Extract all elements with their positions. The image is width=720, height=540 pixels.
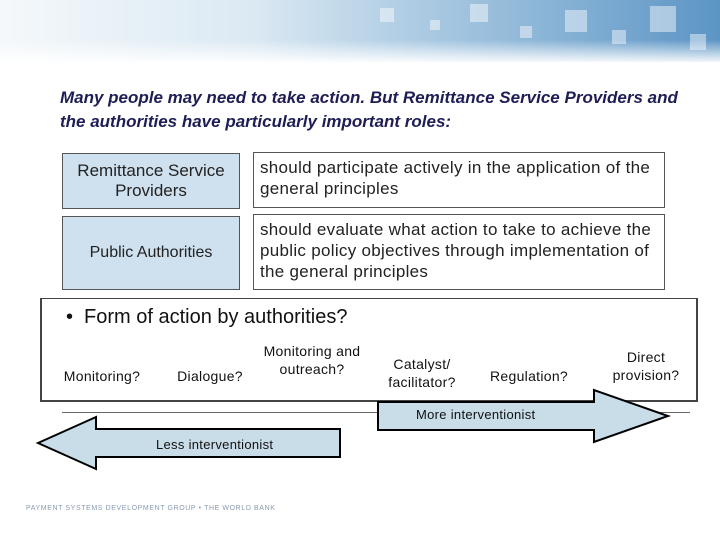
role-label-rsp-text: Remittance Service Providers — [77, 161, 225, 200]
bullet-text: Form of action by authorities? — [84, 306, 348, 328]
option-monitoring-outreach: Monitoring and outreach? — [263, 343, 361, 377]
option-direct-provision: Direct provision? — [612, 349, 680, 383]
left-arrow-label: Less interventionist — [156, 437, 274, 452]
option-monitoring: Monitoring? — [63, 368, 141, 384]
slide-heading: Many people may need to take action. But Remittance Service Providers and the authorities have particularly important roles: — [60, 88, 678, 131]
continuum-left-edge — [40, 298, 42, 400]
option-dialogue: Dialogue? — [177, 368, 243, 384]
bullet-question — [66, 306, 347, 329]
role-description-authorities: should evaluate what action to take to achieve the public policy objectives through implementation of the general principles — [253, 214, 665, 290]
role-label-rsp — [62, 153, 240, 209]
option-regulation: Regulation? — [489, 368, 569, 384]
continuum-right-edge — [696, 298, 698, 400]
header-banner — [0, 0, 720, 62]
continuum-top-rule — [40, 298, 698, 299]
bullet-dot: • — [66, 306, 74, 328]
role-label-authorities — [62, 216, 240, 290]
role-label-authorities-text: Public Authorities — [89, 244, 213, 261]
role-description-rsp: should participate actively in the application of the general principles — [253, 152, 665, 208]
right-arrow-label: More interventionist — [416, 407, 536, 422]
footer-text: PAYMENT SYSTEMS DEVELOPMENT GROUP • THE WORLD BANK — [26, 505, 276, 512]
option-catalyst: Catalyst/ facilitator? — [388, 356, 456, 390]
